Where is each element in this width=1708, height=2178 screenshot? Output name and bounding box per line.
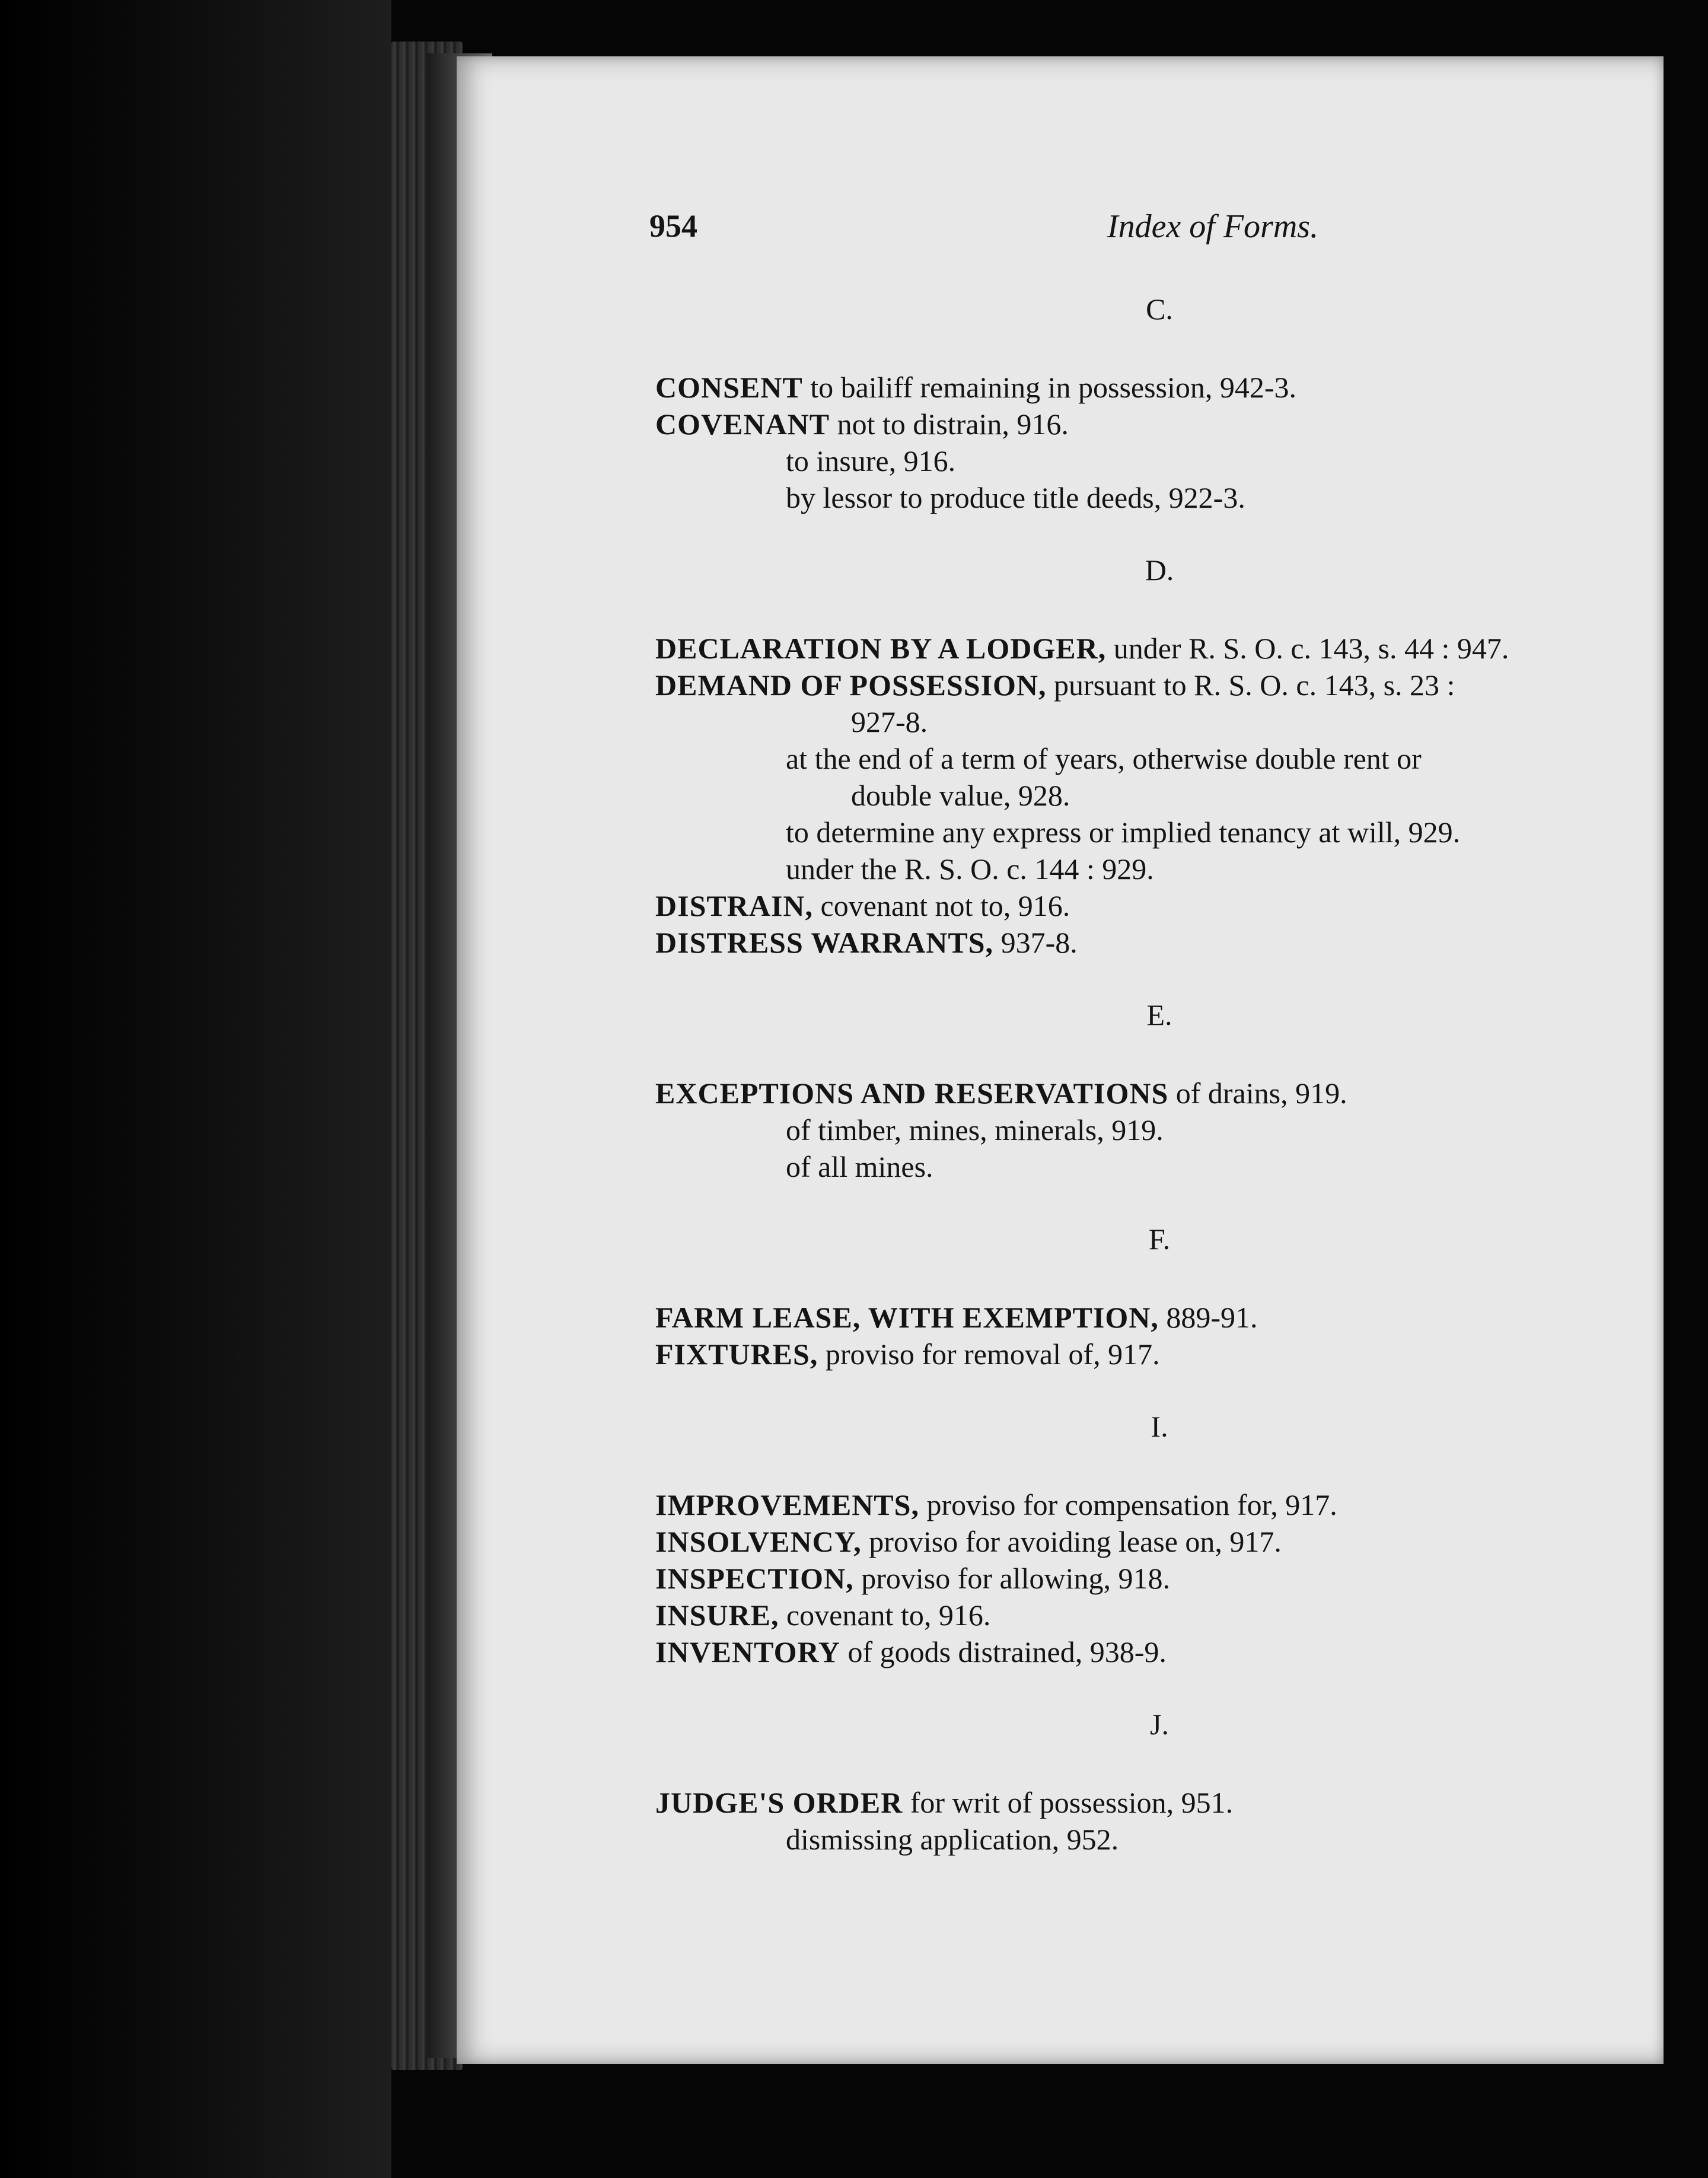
index-subentry: to determine any express or implied tenancy at will, 929. xyxy=(786,816,1461,849)
entry-text: proviso for allowing, 918. xyxy=(853,1562,1170,1595)
index-entry xyxy=(655,369,1640,406)
entry-heading: INVENTORY xyxy=(655,1635,840,1668)
index-entry xyxy=(655,887,1640,924)
entry-text: of goods distrained, 938-9. xyxy=(840,1635,1167,1668)
index-subentry: by lessor to produce title deeds, 922-3. xyxy=(786,481,1245,514)
entry-text: 889-91. xyxy=(1158,1301,1258,1334)
index-entry xyxy=(655,1486,1640,1523)
entry-heading: INSPECTION, xyxy=(655,1562,854,1595)
index-entry xyxy=(655,1560,1640,1597)
entry-heading: CONSENT xyxy=(655,371,803,404)
index-entry xyxy=(655,1299,1640,1336)
entry-text: covenant not to, 916. xyxy=(813,889,1070,922)
entry-heading: INSOLVENCY, xyxy=(655,1525,862,1558)
index-entry xyxy=(655,1634,1640,1670)
entry-heading: FARM LEASE, WITH EXEMPTION, xyxy=(655,1301,1159,1334)
index-entry xyxy=(655,1075,1640,1112)
entry-text: 937-8. xyxy=(993,926,1078,959)
section-letter: D. xyxy=(1145,553,1174,587)
entry-heading: IMPROVEMENTS, xyxy=(655,1488,919,1521)
entry-text: for writ of possession, 951. xyxy=(903,1786,1234,1819)
section-letter: E. xyxy=(1146,998,1172,1031)
entry-text: of drains, 919. xyxy=(1168,1077,1347,1110)
index-subentry: of timber, mines, minerals, 919. xyxy=(786,1113,1164,1147)
index-subentry: to insure, 916. xyxy=(786,444,956,477)
section-letter: I. xyxy=(1151,1410,1168,1443)
entry-text: covenant to, 916. xyxy=(779,1599,991,1632)
book-page xyxy=(457,56,1664,2064)
running-title: Index of Forms. xyxy=(1107,208,1319,245)
index-entry xyxy=(655,1523,1640,1560)
entry-heading: DEMAND OF POSSESSION, xyxy=(655,668,1047,702)
entry-heading: FIXTURES, xyxy=(655,1338,818,1371)
index-entry xyxy=(655,924,1640,961)
entry-heading: JUDGE'S ORDER xyxy=(655,1786,903,1819)
entry-heading: INSURE, xyxy=(655,1599,779,1632)
dark-background xyxy=(0,0,391,2178)
index-content xyxy=(655,291,1640,1858)
entry-text: proviso for avoiding lease on, 917. xyxy=(861,1525,1282,1558)
index-entry xyxy=(655,630,1640,667)
entry-heading: DECLARATION BY A LODGER, xyxy=(655,632,1107,665)
index-entry xyxy=(655,667,1640,703)
section-letter: J. xyxy=(1150,1708,1169,1741)
page-number: 954 xyxy=(649,208,697,244)
index-subentry: under the R. S. O. c. 144 : 929. xyxy=(786,852,1154,886)
index-entry xyxy=(655,1336,1640,1373)
index-subentry: of all mines. xyxy=(786,1150,933,1183)
entry-heading: COVENANT xyxy=(655,407,830,441)
entry-text: to bailiff remaining in possession, 942-3. xyxy=(802,371,1297,404)
entry-text: under R. S. O. c. 143, s. 44 : 947. xyxy=(1106,632,1509,665)
index-continuation: double value, 928. xyxy=(851,779,1070,812)
index-subentry: at the end of a term of years, otherwise double rent or xyxy=(786,742,1422,775)
index-continuation: 927-8. xyxy=(851,705,928,738)
entry-text: proviso for removal of, 917. xyxy=(818,1338,1160,1371)
entry-heading: EXCEPTIONS AND RESERVATIONS xyxy=(655,1077,1169,1110)
entry-text: not to distrain, 916. xyxy=(830,407,1069,441)
page-header xyxy=(649,208,1592,261)
entry-text: pursuant to R. S. O. c. 143, s. 23 : xyxy=(1046,668,1455,702)
index-entry xyxy=(655,1784,1640,1821)
index-subentry: dismissing application, 952. xyxy=(786,1823,1119,1856)
section-letter: C. xyxy=(1146,292,1173,326)
index-entry xyxy=(655,1597,1640,1634)
entry-text: proviso for compensation for, 917. xyxy=(919,1488,1337,1521)
entry-heading: DISTRESS WARRANTS, xyxy=(655,926,994,959)
index-entry xyxy=(655,406,1640,442)
section-letter: F. xyxy=(1148,1222,1171,1256)
entry-heading: DISTRAIN, xyxy=(655,889,814,922)
